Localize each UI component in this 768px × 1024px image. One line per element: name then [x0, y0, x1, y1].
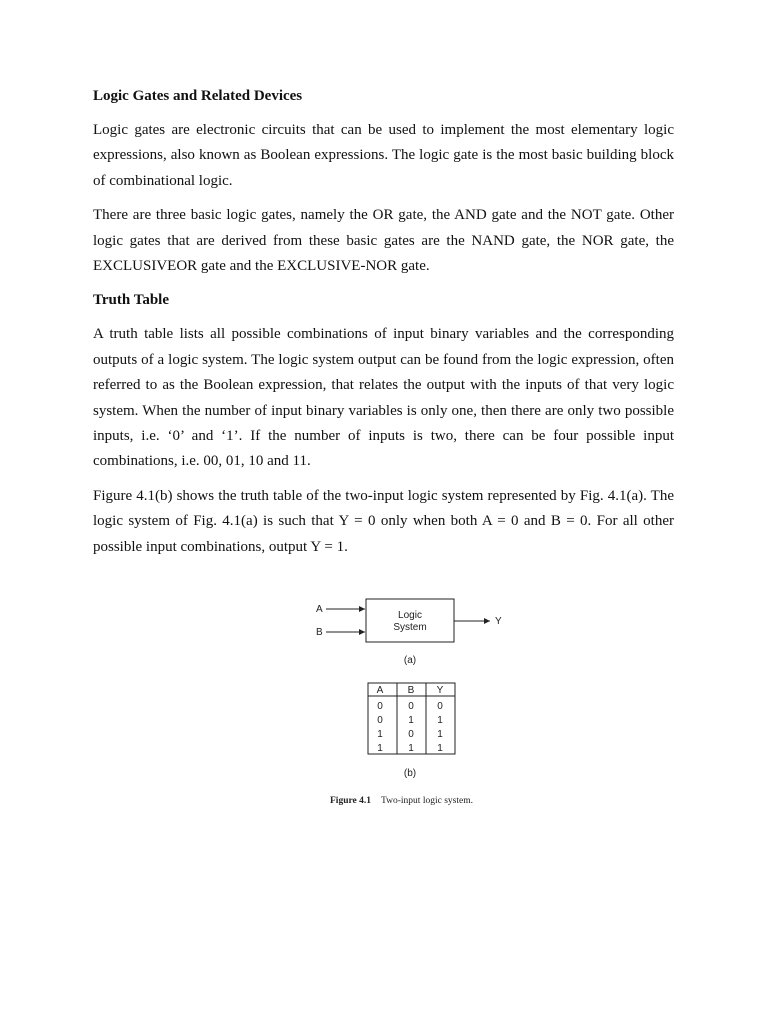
table-cell: 0 [377, 715, 383, 726]
table-cell: 1 [377, 729, 383, 740]
output-y-label: Y [495, 616, 502, 627]
document-body [93, 84, 674, 569]
table-cell: 0 [408, 701, 414, 712]
input-b-label: B [316, 627, 323, 638]
paragraph-basic-gates: There are three basic logic gates, namely the OR gate, the AND gate and the NOT gate. Other logic gates that are derived from these basic gates are the NAND gate, the NOR gate, the EXCLUSIVEOR gate and the EXCLUSIVE-NOR gate. [93, 207, 674, 275]
section-heading-truth-table: Truth Table [93, 292, 170, 309]
logic-box-line1: Logic [398, 610, 422, 621]
subfigure-b-label: (b) [403, 768, 417, 779]
figure-4-1 [300, 592, 520, 822]
paragraph-logic-gates-intro: Logic gates are electronic circuits that can be used to implement the most elementary logic expressions, also known as Boolean expressions. The logic gate is the most basic building block of combinational logic. [93, 122, 674, 189]
table-cell: 0 [408, 729, 414, 740]
paragraph-figure-reference: Figure 4.1(b) shows the truth table of the two-input logic system represented by Fig. 4.1(a). The logic system of Fig. 4.1(a) is such that Y = 0 only when both A = 0 and B = 0. For all other possible input combinations, output Y = 1. [93, 487, 674, 555]
figure-caption-label: Figure 4.1 [330, 796, 371, 806]
table-cell: 1 [437, 729, 443, 740]
table-header-a: A [376, 685, 384, 696]
logic-box-line2: System [393, 622, 427, 633]
truth-table [368, 683, 455, 754]
table-header-y: Y [436, 685, 444, 696]
input-a-label: A [316, 604, 323, 615]
subfigure-a-label: (a) [403, 655, 417, 666]
table-cell: 1 [408, 743, 414, 754]
table-cell: 0 [437, 701, 443, 712]
table-cell: 1 [408, 715, 414, 726]
table-header-b: B [407, 685, 415, 696]
section-heading-logic-gates: Logic Gates and Related Devices [93, 88, 303, 104]
figure-diagram [300, 592, 520, 822]
figure-caption [330, 796, 530, 806]
figure-caption-text: Two-input logic system. [381, 796, 473, 806]
table-cell: 1 [437, 743, 443, 754]
paragraph-truth-table: A truth table lists all possible combinations of input binary variables and the corresponding outputs of a logic system. The logic system output can be found from the logic expression, often referred to as the Boolean expression, that relates the output with the inputs of that very logic system. When the number of input binary variables is only one, then there are only two possible inputs, i.e. ‘0’ and ‘1’. If the number of inputs is two, there can be four possible input combinations, i.e. 00, 01, 10 and 11. [93, 326, 674, 470]
table-cell: 0 [377, 701, 383, 712]
table-cell: 1 [437, 715, 443, 726]
table-cell: 1 [377, 743, 383, 754]
